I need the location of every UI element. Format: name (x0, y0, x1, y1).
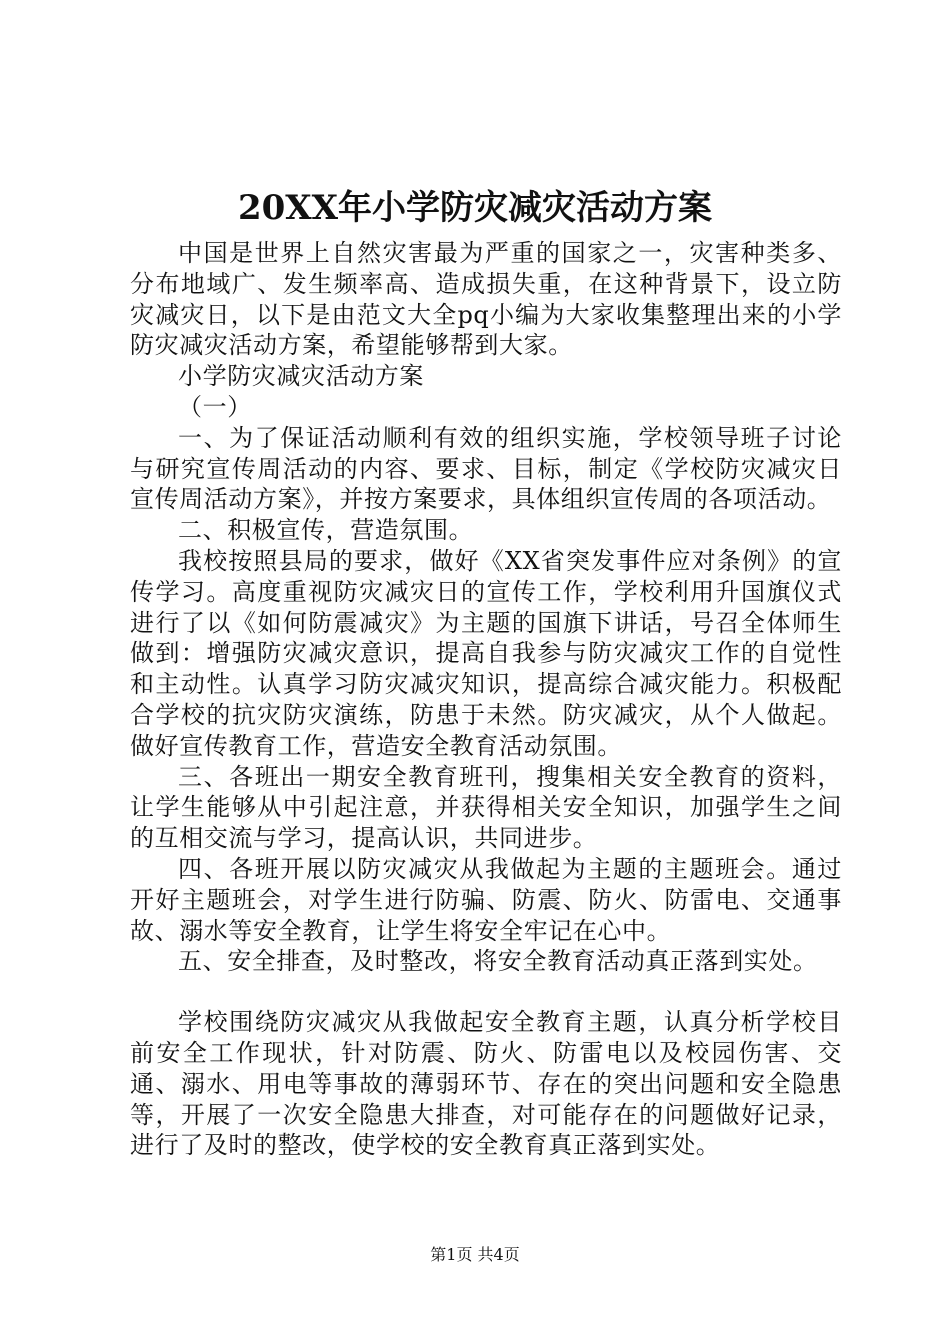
page-footer: 第1页 共4页 (430, 1245, 520, 1264)
item-two-paragraph: 我校按照县局的要求，做好《XX省突发事件应对条例》的宣传学习。高度重视防灾减灾日的宣传工作，学校利用升国旗仪式进行了以《如何防震减灾》为主题的国旗下讲话，号召全体师生做到：增强防灾减灾意识，提高自我参与防灾减灾工作的自觉性和主动性。认真学习防灾减灾知识，提高综合减灾能力。积极配合学校的抗灾防灾演练，防患于未然。防灾减灾，从个人做起。做好宣传教育工作，营造安全教育活动氛围。 (130, 546, 842, 760)
intro-paragraph: 中国是世界上自然灾害最为严重的国家之一，灾害种类多、分布地域广、发生频率高、造成损失重，在这种背景下，设立防灾减灾日，以下是由范文大全pq小编为大家收集整理出来的小学防灾减灾活动方案，希望能够帮到大家。 (130, 239, 842, 360)
document-title: 20XX年小学防灾减灾活动方案 (237, 188, 713, 228)
item-five-heading: 五、安全排查，及时整改，将安全教育活动真正落到实处。 (178, 947, 818, 976)
paragraph-gap (130, 977, 842, 1007)
section-heading: 小学防灾减灾活动方案 (178, 362, 424, 391)
section-number: （一） (178, 392, 252, 421)
item-four-paragraph: 四、各班开展以防灾减灾从我做起为主题的主题班会。通过开好主题班会，对学生进行防骗、防震、防火、防雷电、交通事故、溺水等安全教育，让学生将安全牢记在心中。 (130, 854, 842, 945)
document-body (130, 238, 842, 1161)
item-three-paragraph: 三、各班出一期安全教育班刊，搜集相关安全教育的资料，让学生能够从中引起注意，并获得相关安全知识，加强学生之间的互相交流与学习，提高认识，共同进步。 (130, 762, 842, 853)
item-one-paragraph: 一、为了保证活动顺利有效的组织实施，学校领导班子讨论与研究宣传周活动的内容、要求、目标，制定《学校防灾减灾日宣传周活动方案》，并按方案要求，具体组织宣传周的各项活动。 (130, 423, 842, 514)
item-two-heading: 二、积极宣传，营造氛围。 (178, 516, 474, 545)
item-five-paragraph: 学校围绕防灾减灾从我做起安全教育主题，认真分析学校目前安全工作现状，针对防震、防火、防雷电以及校园伤害、交通、溺水、用电等事故的薄弱环节、存在的突出问题和安全隐患等，开展了一次安全隐患大排查，对可能存在的问题做好记录，进行了及时的整改，使学校的安全教育真正落到实处。 (130, 1008, 842, 1160)
